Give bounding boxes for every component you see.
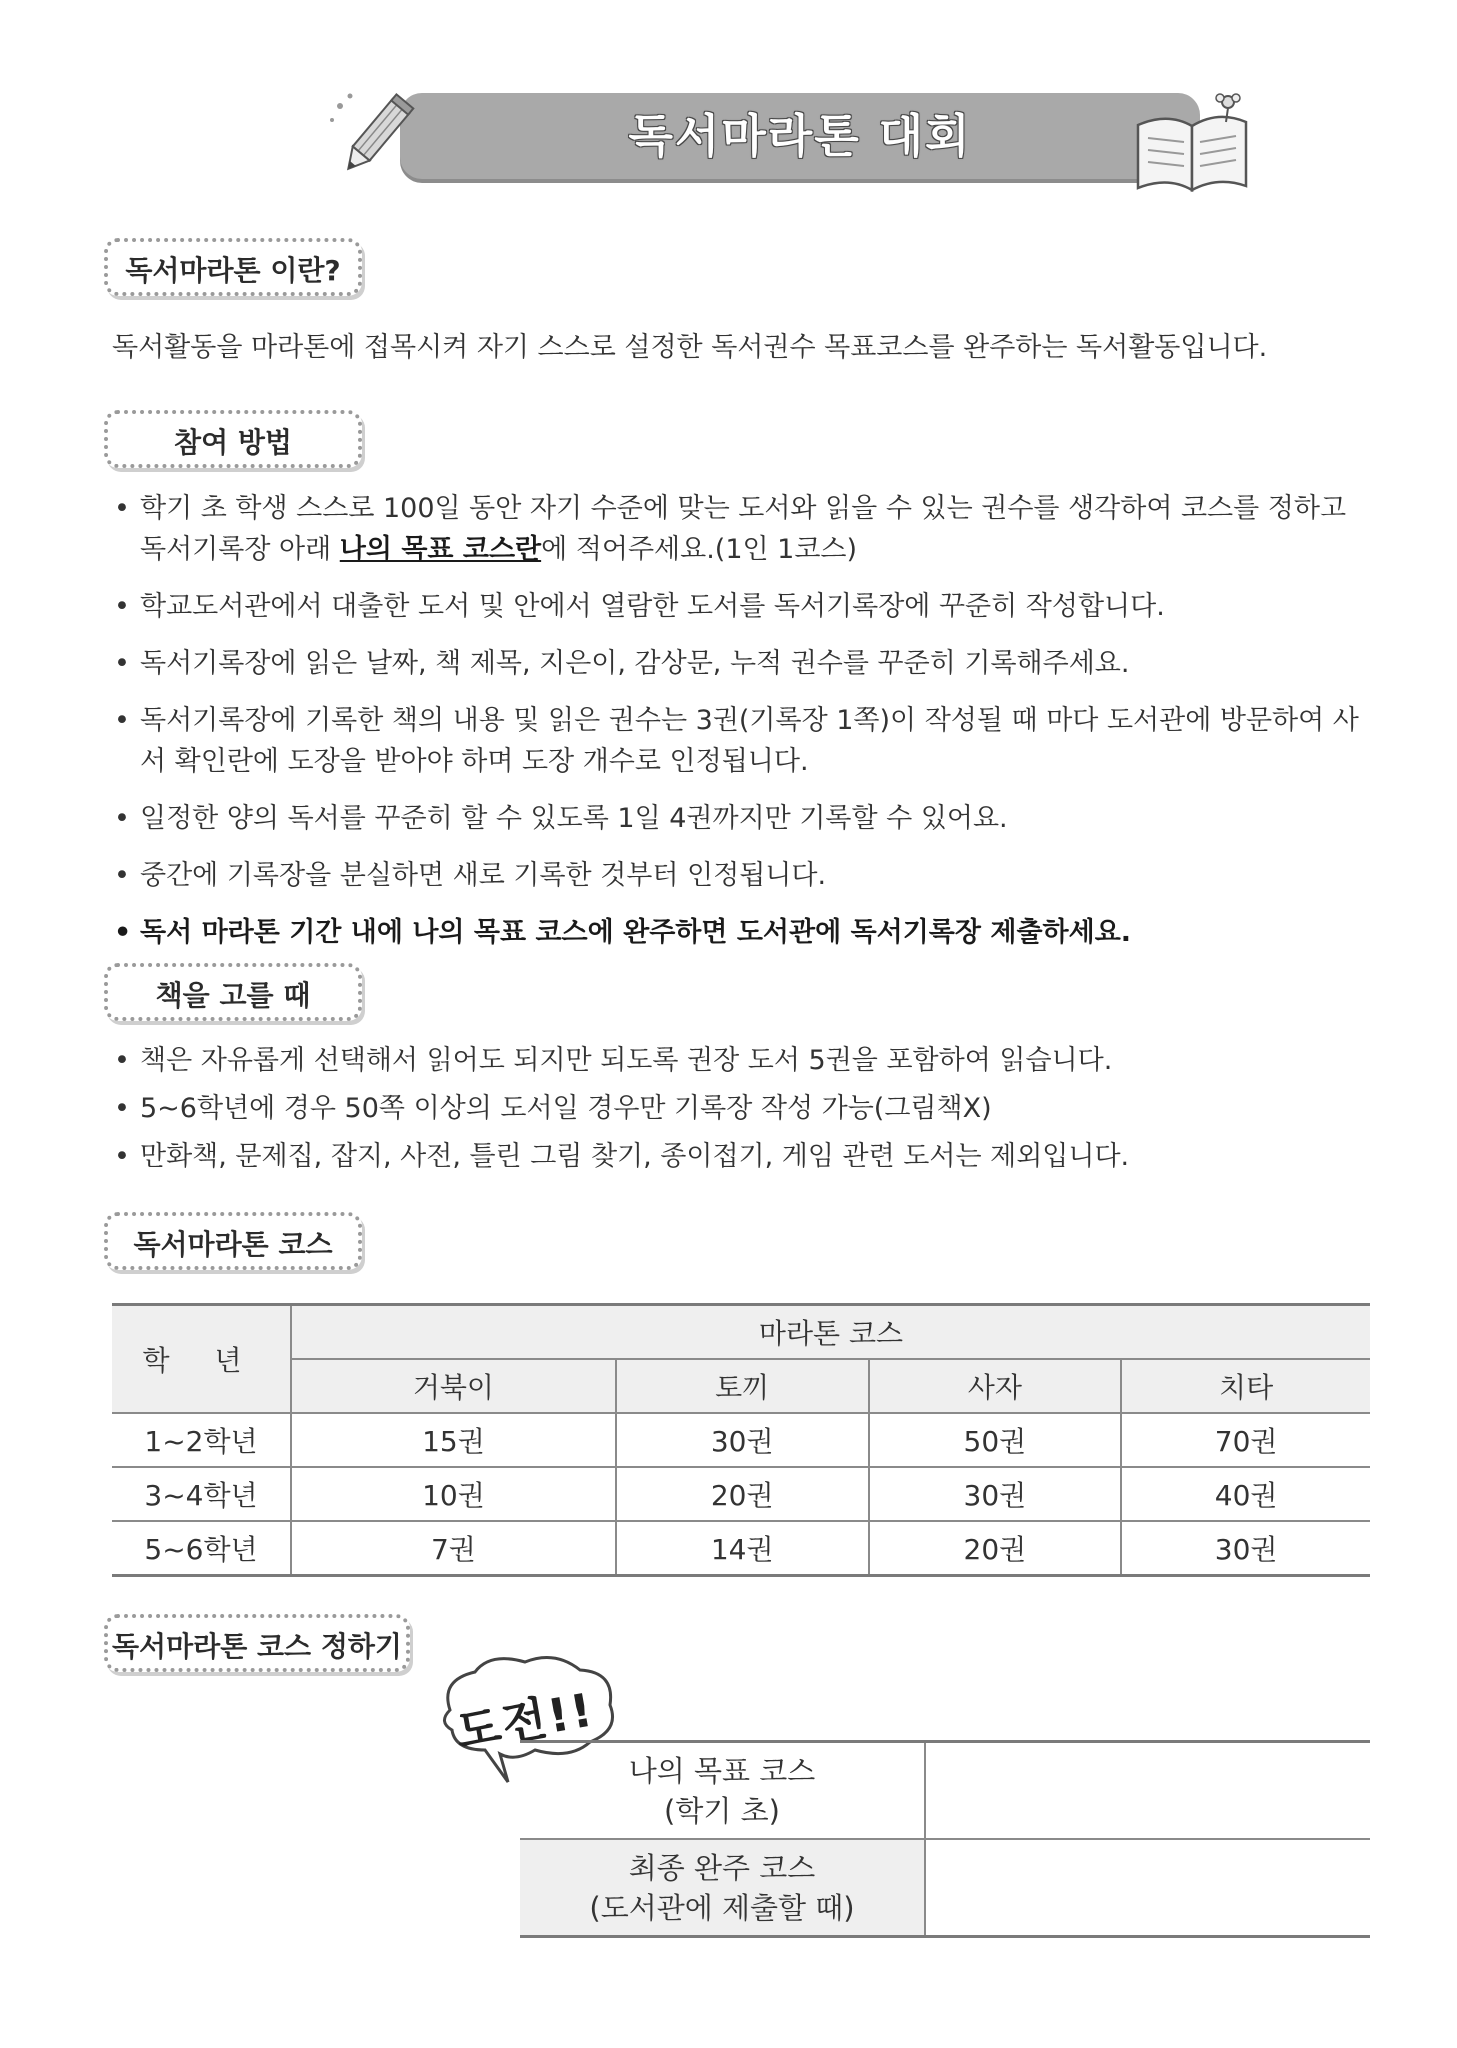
column-header-rabbit: 토끼: [616, 1359, 869, 1413]
final-course-label-line1: 최종 완주 코스: [628, 1850, 816, 1885]
page-title: 독서마라톤 대회: [628, 109, 972, 163]
goal-course-input[interactable]: [925, 1742, 1370, 1840]
section-label-method: 참여 방법: [104, 410, 362, 468]
list-item: • 독서기록장에 읽은 날짜, 책 제목, 지은이, 감상문, 누적 권수를 꾸준히 기록해주세요.: [112, 643, 1362, 684]
list-item: • 학교도서관에서 대출한 도서 및 안에서 열람한 도서를 독서기록장에 꾸준히 작성합니다.: [112, 586, 1362, 627]
grade-cell: 5~6학년: [112, 1521, 291, 1576]
goal-course-label: [520, 1742, 925, 1840]
goal-course-emphasis: 나의 목표 코스란: [339, 534, 542, 565]
table-cell: 20권: [616, 1467, 869, 1521]
list-item: • 독서기록장에 기록한 책의 내용 및 읽은 권수는 3권(기록장 1쪽)이 작성될 때 마다 도서관에 방문하여 사서 확인란에 도장을 받아야 하며 도장 개수로 인정됩니다.: [112, 700, 1362, 782]
list-item: • 일정한 양의 독서를 꾸준히 할 수 있도록 1일 4권까지만 기록할 수 있어요.: [112, 798, 1362, 839]
course-table: [112, 1303, 1370, 1577]
column-header-turtle: 거북이: [291, 1359, 616, 1413]
open-book-icon: [1128, 90, 1258, 200]
table-cell: 14권: [616, 1521, 869, 1576]
pencil-icon: [318, 88, 438, 183]
table-cell: 70권: [1121, 1413, 1370, 1467]
table-cell: 15권: [291, 1413, 616, 1467]
table-cell: 40권: [1121, 1467, 1370, 1521]
list-item-highlight: • 독서 마라톤 기간 내에 나의 목표 코스에 완주하면 도서관에 독서기록장 제출하세요.: [112, 912, 1362, 953]
table-cell: 30권: [1121, 1521, 1370, 1576]
list-item: • 5~6학년에 경우 50쪽 이상의 도서일 경우만 기록장 작성 가능(그림책X): [112, 1088, 1362, 1130]
section-label-goal: 독서마라톤 코스 정하기: [104, 1614, 410, 1672]
table-cell: 7권: [291, 1521, 616, 1576]
grade-header: 학 년: [112, 1305, 291, 1414]
final-course-label-line2: (도서관에 제출할 때): [589, 1890, 855, 1925]
list-item: [112, 488, 1362, 570]
table-cell: 10권: [291, 1467, 616, 1521]
grade-cell: 1~2학년: [112, 1413, 291, 1467]
table-cell: 20권: [869, 1521, 1122, 1576]
table-cell: 30권: [616, 1413, 869, 1467]
goal-table: [520, 1740, 1370, 1938]
table-row: [520, 1742, 1370, 1840]
method-item-1-tail: 에 적어주세요.(1인 1코스): [541, 534, 858, 565]
table-row: [112, 1467, 1370, 1521]
column-header-lion: 사자: [869, 1359, 1122, 1413]
table-cell: 30권: [869, 1467, 1122, 1521]
intro-text: 독서활동을 마라톤에 접목시켜 자기 스스로 설정한 독서권수 목표코스를 완주하는 독서활동입니다.: [112, 332, 1268, 363]
table-row: [112, 1413, 1370, 1467]
course-header: 마라톤 코스: [291, 1305, 1370, 1360]
list-item: • 중간에 기록장을 분실하면 새로 기록한 것부터 인정됩니다.: [112, 855, 1362, 896]
method-list: [112, 488, 1362, 969]
table-cell: 50권: [869, 1413, 1122, 1467]
list-item: • 책은 자유롭게 선택해서 읽어도 되지만 되도록 권장 도서 5권을 포함하여 읽습니다.: [112, 1040, 1362, 1082]
section-label-intro: 독서마라톤 이란?: [104, 238, 362, 296]
final-course-input[interactable]: [925, 1839, 1370, 1937]
table-row: [520, 1839, 1370, 1937]
method-item-1-text: 학기 초 학생 스스로 100일 동안 자기 수준에 맞는 도서와 읽을 수 있는 권수를 생각하여 코스를 정하고 독서기록장 아래: [140, 493, 1347, 565]
choose-list: [112, 1040, 1362, 1184]
section-label-course: 독서마라톤 코스: [104, 1212, 362, 1270]
column-header-cheetah: 치타: [1121, 1359, 1370, 1413]
list-item: • 만화책, 문제집, 잡지, 사전, 틀린 그림 찾기, 종이접기, 게임 관련 도서는 제외입니다.: [112, 1136, 1362, 1178]
final-course-label: [520, 1839, 925, 1937]
goal-course-label-line2: (학기 초): [664, 1793, 780, 1828]
goal-course-label-line1: 나의 목표 코스: [628, 1753, 816, 1788]
grade-cell: 3~4학년: [112, 1467, 291, 1521]
challenge-text: 도전!!: [451, 1682, 598, 1760]
table-row: [112, 1521, 1370, 1576]
section-label-choose: 책을 고를 때: [104, 963, 362, 1021]
